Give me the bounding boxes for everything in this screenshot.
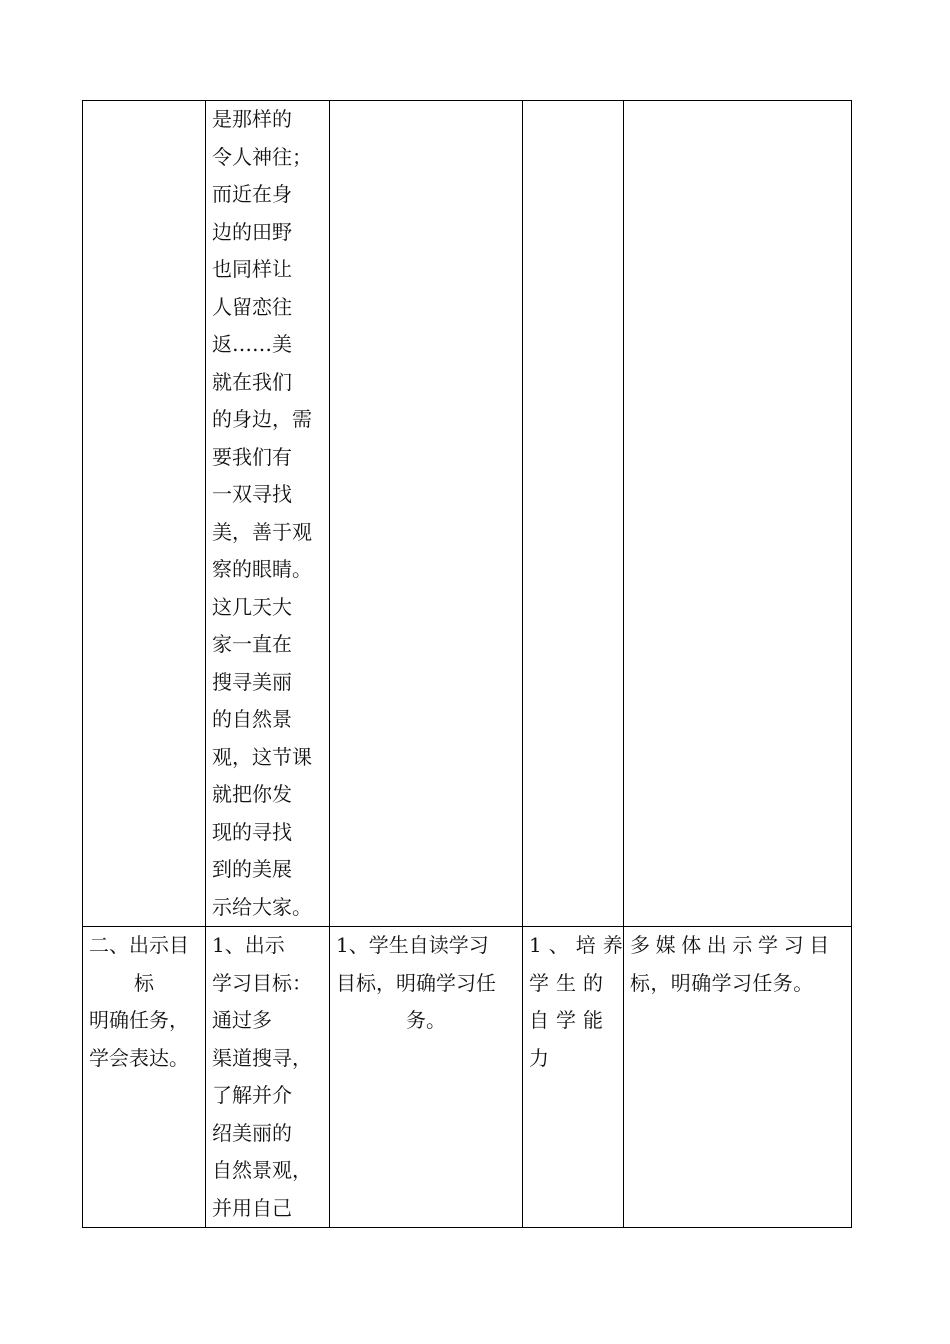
cell-text-line: 就把你发	[212, 782, 292, 806]
table-row	[83, 101, 852, 927]
cell-text-line: 1、培养	[529, 933, 630, 957]
cell-r2-c2	[206, 927, 330, 1228]
cell-r2-c4	[523, 927, 630, 1228]
cell-text-line: 人留恋往	[212, 294, 292, 319]
cell-text-line: 目标，明确学习任	[336, 970, 496, 995]
cell-text-line: 二、出示目	[89, 933, 189, 957]
cell-text-line: 通过多	[212, 1008, 272, 1032]
cell-text-line: 示给大家。	[212, 894, 312, 919]
cell-r1-c2	[206, 101, 330, 927]
cell-text-line: 搜寻美丽	[212, 669, 292, 694]
cell-text-line: 学生的	[529, 970, 610, 995]
cell-text-line: 美，善于观	[212, 519, 312, 544]
cell-text-line: 返……美	[212, 332, 292, 356]
cell-text-line: 并用自己	[212, 1195, 292, 1220]
cell-text-line: 明确任务，	[89, 1008, 189, 1032]
cell-text-line: 标	[134, 970, 154, 995]
cell-text-line: 渠道搜寻，	[212, 1045, 312, 1070]
cell-text-line: 了解并介	[212, 1083, 292, 1107]
cell-text-line: 学会表达。	[89, 1045, 189, 1070]
cell-text-line: 标，明确学习任务。	[630, 970, 814, 995]
cell-text-line: 自学能	[529, 1008, 610, 1032]
cell-text-line: 绍美丽的	[212, 1120, 292, 1145]
cell-text-line: 这几天大	[212, 594, 292, 619]
cell-text-line: 家一直在	[212, 632, 292, 656]
cell-text-line: 令人神往；	[212, 144, 312, 169]
cell-text-line: 1、学生自读学习	[336, 933, 489, 957]
cell-r1-c1	[83, 101, 206, 927]
cell-r2-c1	[83, 927, 206, 1228]
cell-text-line: 到的美展	[212, 857, 292, 881]
cell-text-line: 边的田野	[212, 219, 292, 244]
cell-text-line: 察的眼睛。	[212, 557, 312, 581]
cell-r1-c5	[624, 101, 852, 927]
cell-text-line: 也同样让	[212, 257, 292, 281]
cell-r1-c3	[330, 101, 523, 927]
cell-text-line: 多媒体出示学习目	[630, 933, 835, 957]
cell-r2-c5	[624, 927, 852, 1228]
table-row	[83, 927, 852, 1228]
cell-text-line: 现的寻找	[212, 819, 292, 844]
cell-r2-c3	[330, 927, 523, 1228]
cell-r1-c4	[523, 101, 624, 927]
cell-text-line: 要我们有	[212, 444, 292, 469]
cell-text-line: 务。	[406, 1008, 446, 1032]
cell-text-line: 观，这节课	[212, 744, 312, 769]
cell-text-line: 力	[529, 1045, 556, 1070]
cell-text-line: 的自然景	[212, 707, 292, 731]
cell-text-line: 学习目标：	[212, 970, 312, 995]
cell-text-line: 1、出示	[212, 933, 285, 957]
cell-text-line: 自然景观，	[212, 1158, 312, 1182]
cell-text-line: 是那样的	[212, 107, 292, 131]
lesson-plan-table	[82, 100, 852, 1228]
cell-text-line: 而近在身	[212, 182, 292, 206]
cell-text-line: 的身边，需	[212, 407, 312, 431]
cell-text-line: 就在我们	[212, 369, 292, 394]
cell-text-line: 一双寻找	[212, 482, 292, 506]
